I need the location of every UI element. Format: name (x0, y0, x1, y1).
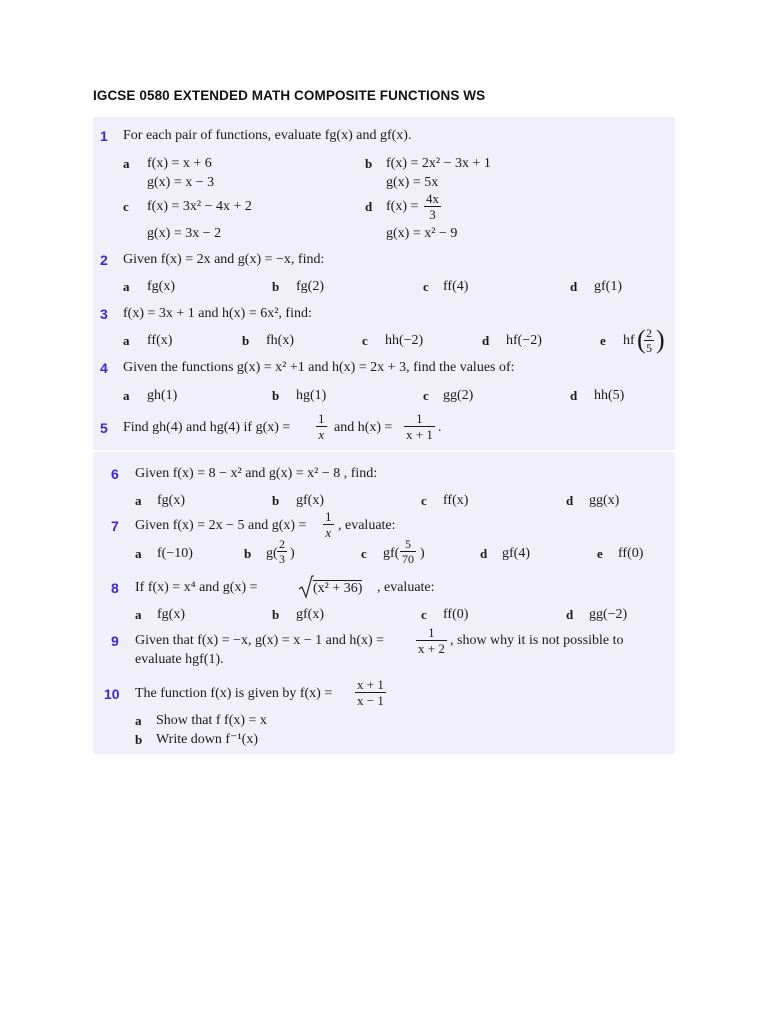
part-label: d (365, 199, 373, 214)
part-text: fg(2) (296, 279, 324, 294)
part-text: hf(−2) (506, 333, 542, 348)
numerator: 2 (279, 537, 285, 551)
part-label: e (597, 546, 603, 561)
part-text-close: ) (420, 546, 425, 561)
fraction (416, 625, 447, 656)
part-text-close: ) (290, 546, 295, 561)
question-stem: For each pair of functions, evaluate fg(x) and gf(x). (123, 128, 412, 143)
numerator: 1 (325, 509, 332, 524)
fraction (355, 677, 386, 708)
part-text: gg(2) (443, 388, 474, 403)
question-number: 4 (100, 360, 108, 376)
part-label: e (600, 333, 606, 348)
part-label: d (482, 333, 490, 348)
numerator: 1 (404, 411, 435, 427)
question-stem: Given f(x) = 2x − 5 and g(x) = (135, 518, 307, 533)
question-stem: Given f(x) = 2x and g(x) = −x, find: (123, 252, 325, 267)
part-text: gg(−2) (589, 607, 628, 622)
part-text: fg(x) (147, 279, 175, 294)
fraction (424, 191, 441, 222)
function-f: f(x) = 2x² − 3x + 1 (386, 156, 491, 171)
function-g: g(x) = x² − 9 (386, 226, 458, 241)
worksheet-title: IGCSE 0580 EXTENDED MATH COMPOSITE FUNCTIONS WS (93, 88, 486, 103)
part-label: c (421, 607, 427, 622)
part-text: Write down f⁻¹(x) (156, 732, 258, 747)
part-label: c (423, 279, 429, 294)
left-paren: ( (637, 325, 646, 354)
part-label: d (566, 607, 574, 622)
function-g: g(x) = 3x − 2 (147, 226, 222, 241)
square-root-icon (298, 575, 314, 599)
part-label: d (480, 546, 488, 561)
part-label: b (244, 546, 252, 561)
denominator: x + 2 (418, 641, 445, 656)
part-text: fg(x) (157, 493, 185, 508)
part-text: ff(x) (147, 333, 173, 348)
question-number: 2 (100, 252, 108, 268)
radicand: (x² + 36) (313, 581, 363, 596)
right-paren: ) (656, 325, 665, 354)
part-text: f(−10) (157, 546, 193, 561)
part-text: hh(5) (594, 388, 625, 403)
fraction (323, 509, 334, 540)
part-text: ff(0) (443, 607, 469, 622)
question-stem: The function f(x) is given by f(x) = (135, 686, 333, 701)
function-f-prefix: f(x) = (386, 199, 419, 214)
part-text: gf(x) (296, 607, 324, 622)
part-text: hh(−2) (385, 333, 424, 348)
part-label: b (272, 607, 280, 622)
denominator: 5 (646, 341, 652, 355)
fraction (277, 537, 287, 566)
part-text: gg(x) (589, 493, 620, 508)
question-number: 6 (111, 466, 119, 482)
numerator: 4x (426, 191, 439, 206)
part-label: c (423, 388, 429, 403)
part-label: d (566, 493, 574, 508)
part-text: gf( (383, 546, 400, 561)
denominator: x + 1 (406, 427, 433, 442)
part-label: b (272, 493, 280, 508)
denominator: 3 (429, 207, 436, 222)
function-f: f(x) = x + 6 (147, 156, 212, 171)
part-label: a (135, 493, 142, 508)
part-label: a (135, 607, 142, 622)
part-text: gf(1) (594, 279, 622, 294)
part-label: d (570, 279, 578, 294)
question-stem: f(x) = 3x + 1 and h(x) = 6x², find: (123, 306, 312, 321)
part-label: a (135, 546, 142, 561)
question-stem: Find gh(4) and hg(4) if g(x) = (123, 420, 291, 435)
part-text: g( (266, 546, 278, 561)
part-label: a (123, 388, 130, 403)
question-stem-end: , evaluate: (338, 518, 396, 533)
part-text: gf(4) (502, 546, 530, 561)
part-label: a (123, 279, 130, 294)
question-number: 1 (100, 128, 108, 144)
part-label: d (570, 388, 578, 403)
function-f: f(x) = 3x² − 4x + 2 (147, 199, 252, 214)
question-number: 5 (100, 420, 108, 436)
part-text: hf (623, 333, 635, 348)
part-label: b (272, 388, 280, 403)
fraction (400, 537, 416, 566)
numerator: 1 (318, 411, 325, 426)
denominator: 3 (279, 552, 285, 566)
fraction (316, 411, 327, 442)
fraction (404, 411, 435, 442)
part-text: hg(1) (296, 388, 327, 403)
part-text: gf(x) (296, 493, 324, 508)
function-g: g(x) = x − 3 (147, 175, 215, 190)
part-label: c (362, 333, 368, 348)
part-label: b (365, 156, 373, 171)
question-number: 9 (111, 633, 119, 649)
part-label: c (421, 493, 427, 508)
part-text: Show that f f(x) = x (156, 713, 267, 728)
part-text: fg(x) (157, 607, 185, 622)
numerator: x + 1 (357, 677, 384, 692)
fraction (644, 326, 654, 355)
part-label: c (361, 546, 367, 561)
question-stem-line2: evaluate hgf(1). (135, 652, 224, 667)
part-label: a (135, 713, 142, 728)
question-number: 10 (104, 686, 120, 702)
question-stem: Given that f(x) = −x, g(x) = x − 1 and h(x) = (135, 633, 385, 648)
question-stem: If f(x) = x⁴ and g(x) = (135, 580, 258, 595)
question-number: 8 (111, 580, 119, 596)
question-stem-end: , show why it is not possible to (450, 633, 624, 648)
numerator: 1 (416, 625, 447, 641)
part-label: b (272, 279, 280, 294)
denominator: x (318, 427, 325, 442)
part-text: ff(x) (443, 493, 469, 508)
part-label: b (242, 333, 250, 348)
part-text: fh(x) (266, 333, 294, 348)
part-label: a (123, 156, 130, 171)
part-text: ff(4) (443, 279, 469, 294)
numerator: 2 (646, 326, 652, 340)
question-stem-mid: and h(x) = (334, 420, 393, 435)
question-number: 7 (111, 518, 119, 534)
part-text: ff(0) (618, 546, 644, 561)
part-text: gh(1) (147, 388, 178, 403)
question-stem-end: , evaluate: (377, 580, 435, 595)
question-stem-end: . (438, 420, 442, 435)
function-g: g(x) = 5x (386, 175, 439, 190)
denominator: 70 (402, 552, 414, 566)
denominator: x (325, 525, 332, 540)
part-label: b (135, 732, 143, 747)
question-stem: Given f(x) = 8 − x² and g(x) = x² − 8 , find: (135, 466, 378, 481)
question-stem: Given the functions g(x) = x² +1 and h(x) = 2x + 3, find the values of: (123, 360, 515, 375)
denominator: x − 1 (357, 693, 384, 708)
part-label: c (123, 199, 129, 214)
numerator: 5 (400, 537, 416, 552)
part-label: a (123, 333, 130, 348)
question-number: 3 (100, 306, 108, 322)
